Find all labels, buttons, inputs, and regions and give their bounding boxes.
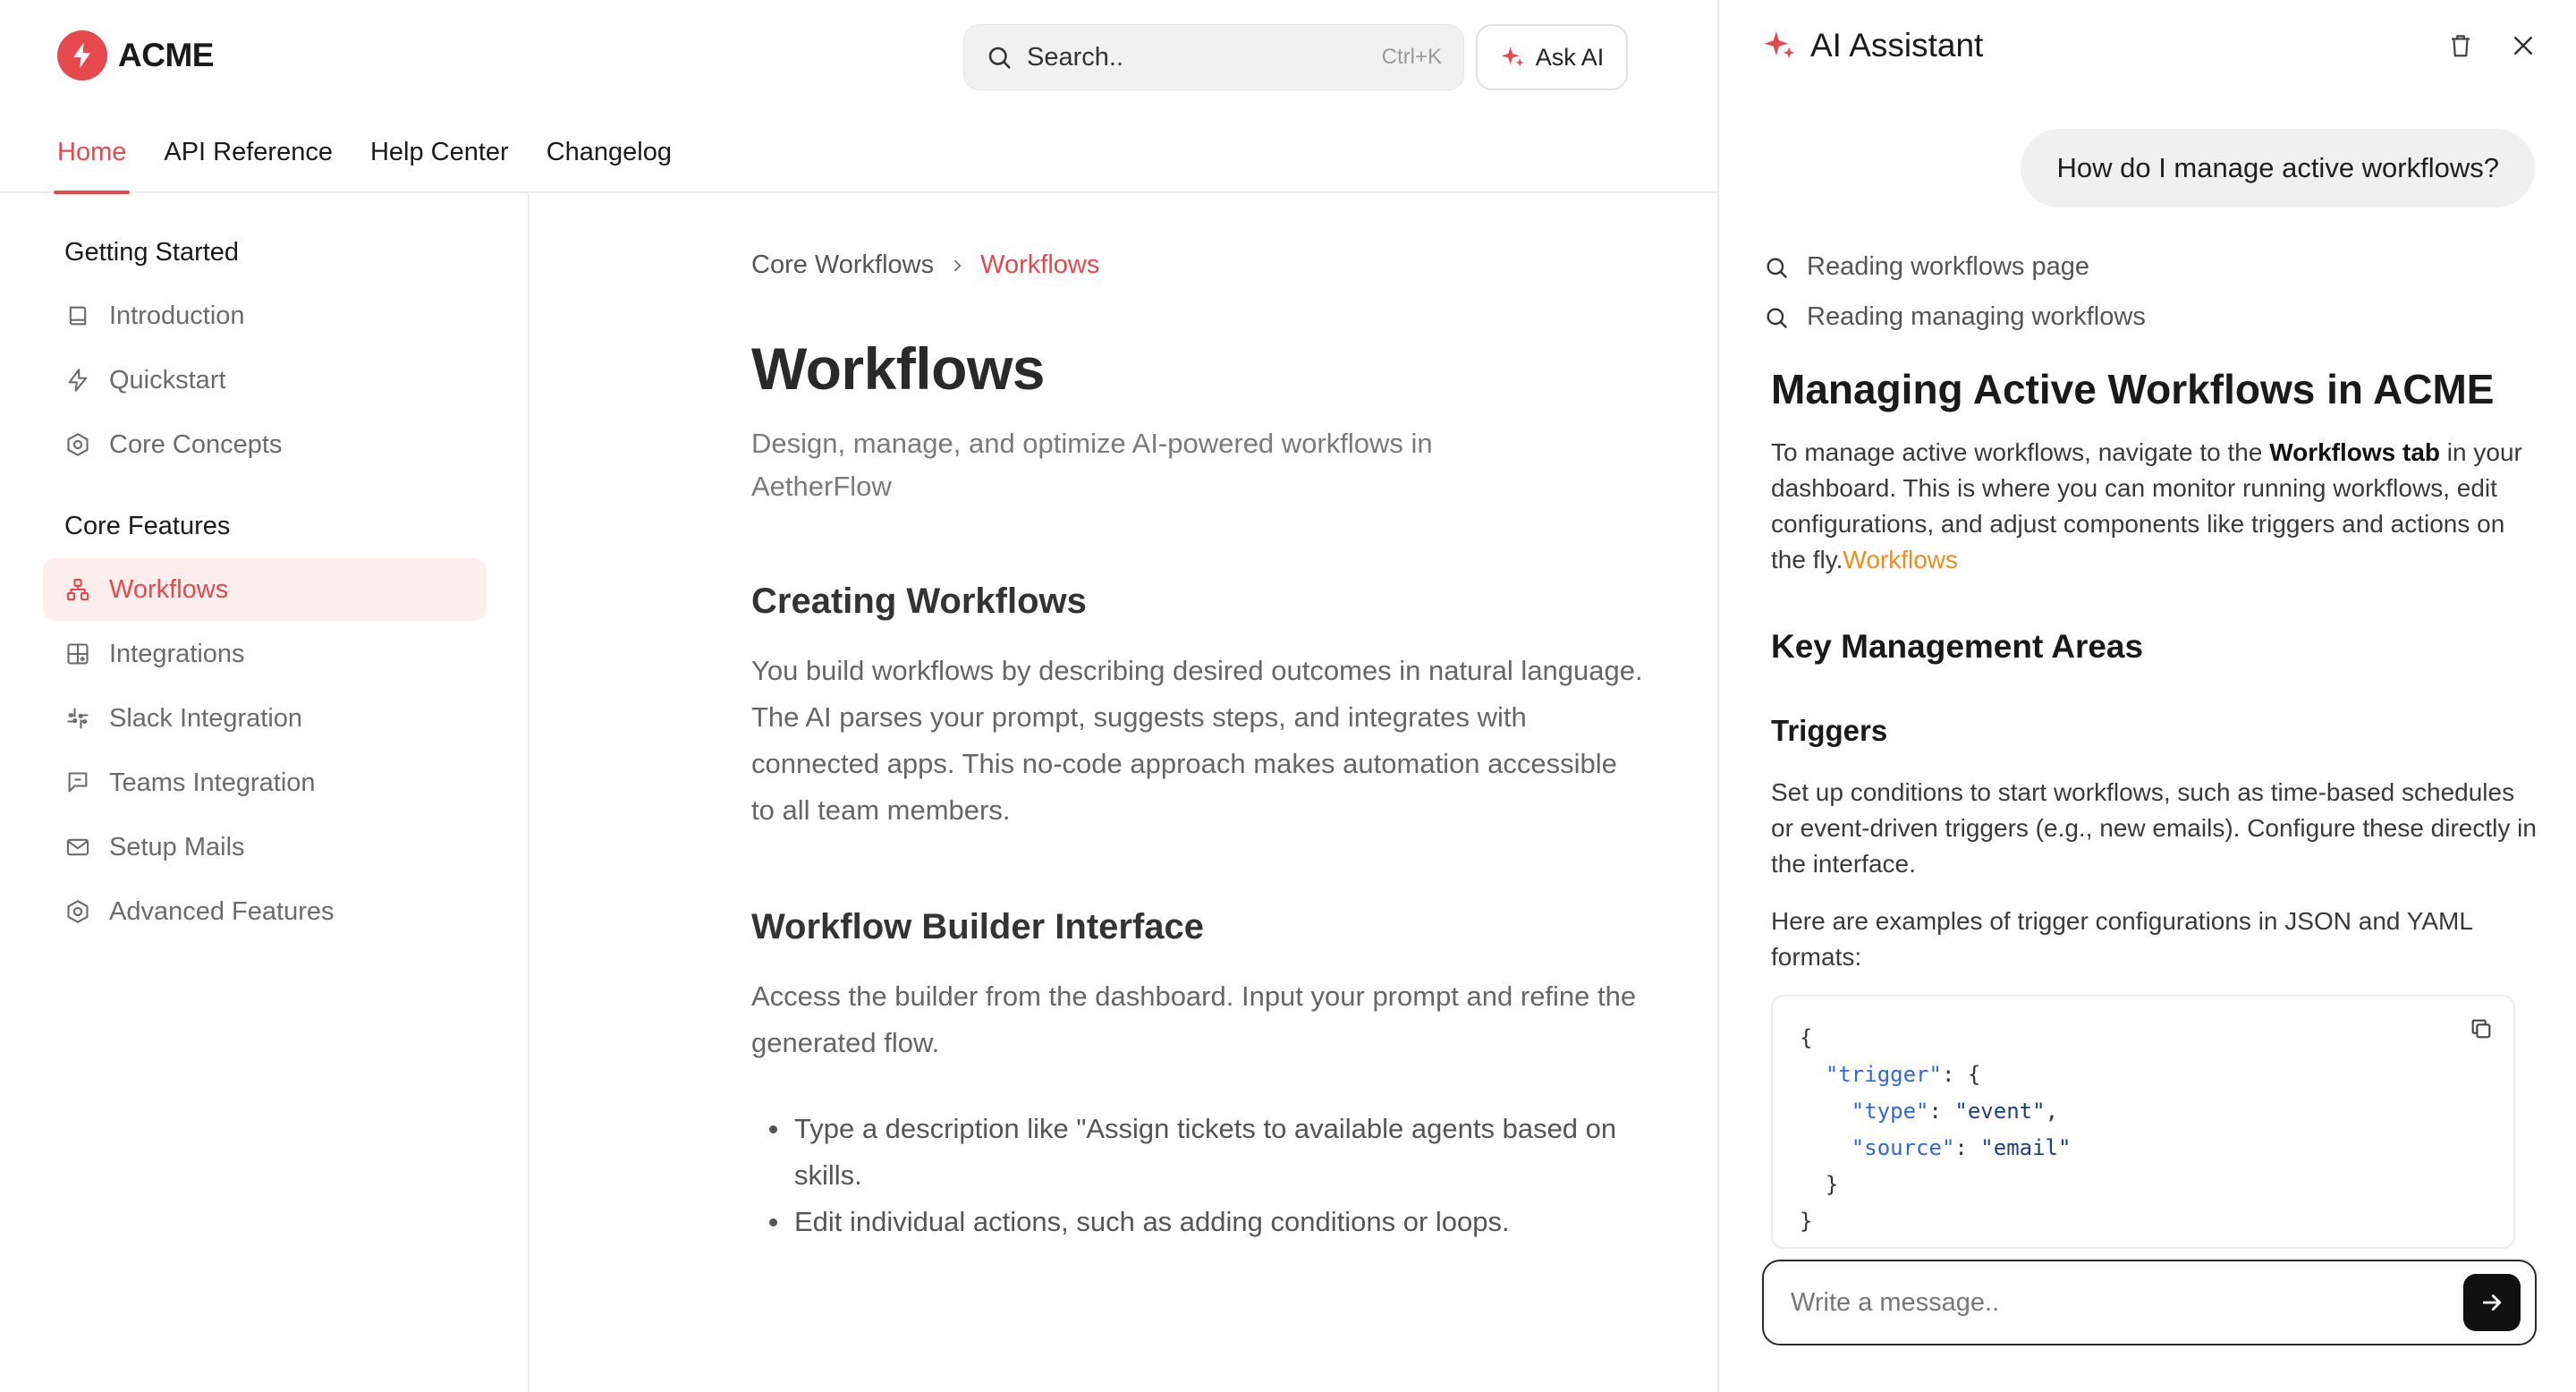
sidebar-item-label: Advanced Features	[109, 896, 335, 926]
brand-name: ACME	[118, 37, 214, 73]
message-input[interactable]	[1791, 1288, 2463, 1318]
list-item: Edit individual actions, such as adding conditions or loops.	[751, 1199, 1646, 1245]
main-content	[531, 193, 1717, 1392]
answer-subheading: Triggers	[1771, 714, 1888, 747]
docs-sidebar	[0, 193, 530, 1392]
ask-ai-label: Ask AI	[1535, 43, 1605, 71]
message-composer	[1762, 1260, 2537, 1345]
sidebar-item-label: Quickstart	[109, 365, 226, 395]
answer-paragraph: Here are examples of trigger configurations in JSON and YAML formats:	[1771, 907, 2472, 971]
step-label: Reading workflows page	[1807, 252, 2089, 281]
code-token: "event"	[1954, 1099, 2046, 1124]
bolt-icon	[64, 367, 91, 394]
tab-home[interactable]: Home	[57, 130, 126, 193]
sidebar-item-label: Introduction	[109, 301, 245, 330]
sidebar-item-label: Integrations	[109, 639, 245, 668]
bolt-icon	[57, 30, 107, 81]
sidebar-item-label: Setup Mails	[109, 832, 245, 862]
grid-plus-icon	[64, 641, 91, 667]
copy-icon[interactable]	[2469, 1016, 2494, 1041]
answer-section-heading: Key Management Areas	[1771, 628, 2144, 665]
section-body: Access the builder from the dashboard. Input your prompt and refine the generated flow.	[751, 980, 1637, 1058]
assistant-actions	[2447, 32, 2537, 59]
assistant-header	[1762, 27, 1983, 64]
sidebar-item-workflows[interactable]	[43, 558, 487, 621]
page-description: Design, manage, and optimize AI-powered workflows in AetherFlow	[751, 428, 1433, 502]
section-heading: Creating Workflows	[751, 581, 1087, 621]
tab-api-reference[interactable]: API Reference	[164, 138, 333, 166]
sidebar-item-label: Workflows	[109, 574, 229, 604]
sidebar-item-slack-integration[interactable]	[43, 687, 487, 750]
ask-ai-button[interactable]	[1476, 24, 1628, 90]
top-header	[0, 0, 1717, 193]
top-nav-tabs	[57, 130, 672, 193]
code-token: "source"	[1851, 1135, 1955, 1160]
answer-intro	[1771, 435, 2540, 578]
sparkle-icon	[1500, 45, 1525, 70]
hexagon-icon	[64, 898, 91, 925]
sidebar-group-title: Core Features	[64, 512, 231, 540]
assistant-step	[1764, 302, 2146, 332]
chat-icon	[64, 769, 91, 796]
sidebar-item-quickstart[interactable]	[43, 349, 487, 412]
tab-changelog[interactable]: Changelog	[546, 138, 673, 166]
code-token: "type"	[1851, 1099, 1929, 1124]
breadcrumb	[751, 250, 1099, 280]
mail-icon	[64, 834, 91, 861]
chevron-right-icon	[948, 257, 966, 275]
send-button[interactable]	[2463, 1274, 2521, 1331]
bullet-list	[751, 1106, 1646, 1245]
brand-logo[interactable]	[57, 30, 214, 81]
search-shortcut: Ctrl+K	[1381, 45, 1442, 69]
close-icon[interactable]	[2510, 32, 2537, 59]
user-message: How do I manage active workflows?	[2021, 129, 2535, 208]
section-heading: Workflow Builder Interface	[751, 907, 1205, 946]
trash-icon[interactable]	[2447, 32, 2474, 59]
search-icon	[986, 44, 1013, 71]
section-body: You build workflows by describing desired outcomes in natural language. The AI parses your prompt, suggests steps, and integrates with connected apps. This no-code approach makes automation accessible to all team members.	[751, 655, 1643, 826]
assistant-title: AI Assistant	[1810, 27, 1984, 64]
book-icon	[64, 302, 91, 329]
sidebar-item-core-concepts[interactable]	[43, 413, 487, 476]
slack-icon	[64, 705, 91, 732]
search-icon	[1764, 305, 1789, 330]
sidebar-item-label: Teams Integration	[109, 768, 316, 797]
answer-intro-bold: Workflows tab	[2269, 438, 2441, 466]
assistant-step	[1764, 252, 2089, 282]
sidebar-item-label: Core Concepts	[109, 429, 283, 459]
tab-help-center[interactable]: Help Center	[369, 138, 509, 166]
breadcrumb-current: Workflows	[980, 250, 1100, 279]
answer-heading: Managing Active Workflows in ACME	[1771, 366, 2495, 412]
ai-assistant-panel	[1717, 0, 2576, 1392]
hexagon-icon	[64, 431, 91, 458]
code-token: "trigger"	[1825, 1062, 1942, 1087]
answer-paragraph: Set up conditions to start workflows, such as time-based schedules or event-driven triggers (e.g., new emails). Configure these directly in the interface.	[1771, 778, 2537, 878]
workflow-icon	[64, 576, 91, 603]
sidebar-item-advanced-features[interactable]	[43, 880, 487, 943]
sparkle-icon	[1762, 29, 1796, 63]
answer-intro-text: in your dashboard. This is where you can monitor running workflows, edit configurations, and adjust components like triggers and actions on the fly.	[1771, 438, 2522, 573]
sidebar-item-integrations[interactable]	[43, 623, 487, 685]
arrow-right-icon	[2479, 1289, 2505, 1316]
search-icon	[1764, 255, 1789, 280]
search-input[interactable]	[963, 24, 1464, 90]
sidebar-item-label: Slack Integration	[109, 703, 303, 733]
sidebar-group-title: Getting Started	[64, 238, 240, 267]
step-label: Reading managing workflows	[1807, 302, 2146, 331]
code-block	[1771, 995, 2515, 1249]
answer-intro-text: To manage active workflows, navigate to the	[1771, 438, 2270, 466]
code-token: "email"	[1980, 1135, 2072, 1160]
breadcrumb-parent[interactable]: Core Workflows	[751, 250, 935, 279]
sidebar-item-setup-mails[interactable]	[43, 816, 487, 878]
answer-source-link[interactable]: Workflows	[1843, 546, 1959, 573]
search-placeholder: Search..	[1027, 42, 1123, 72]
code-content: { "trigger": { "type": "event", "source": "email" } }	[1800, 1025, 2072, 1234]
page-title: Workflows	[751, 335, 1045, 402]
list-item: Type a description like "Assign tickets to available agents based on skills.	[751, 1106, 1646, 1199]
sidebar-item-teams-integration[interactable]	[43, 751, 487, 814]
sidebar-item-introduction[interactable]	[43, 284, 487, 347]
